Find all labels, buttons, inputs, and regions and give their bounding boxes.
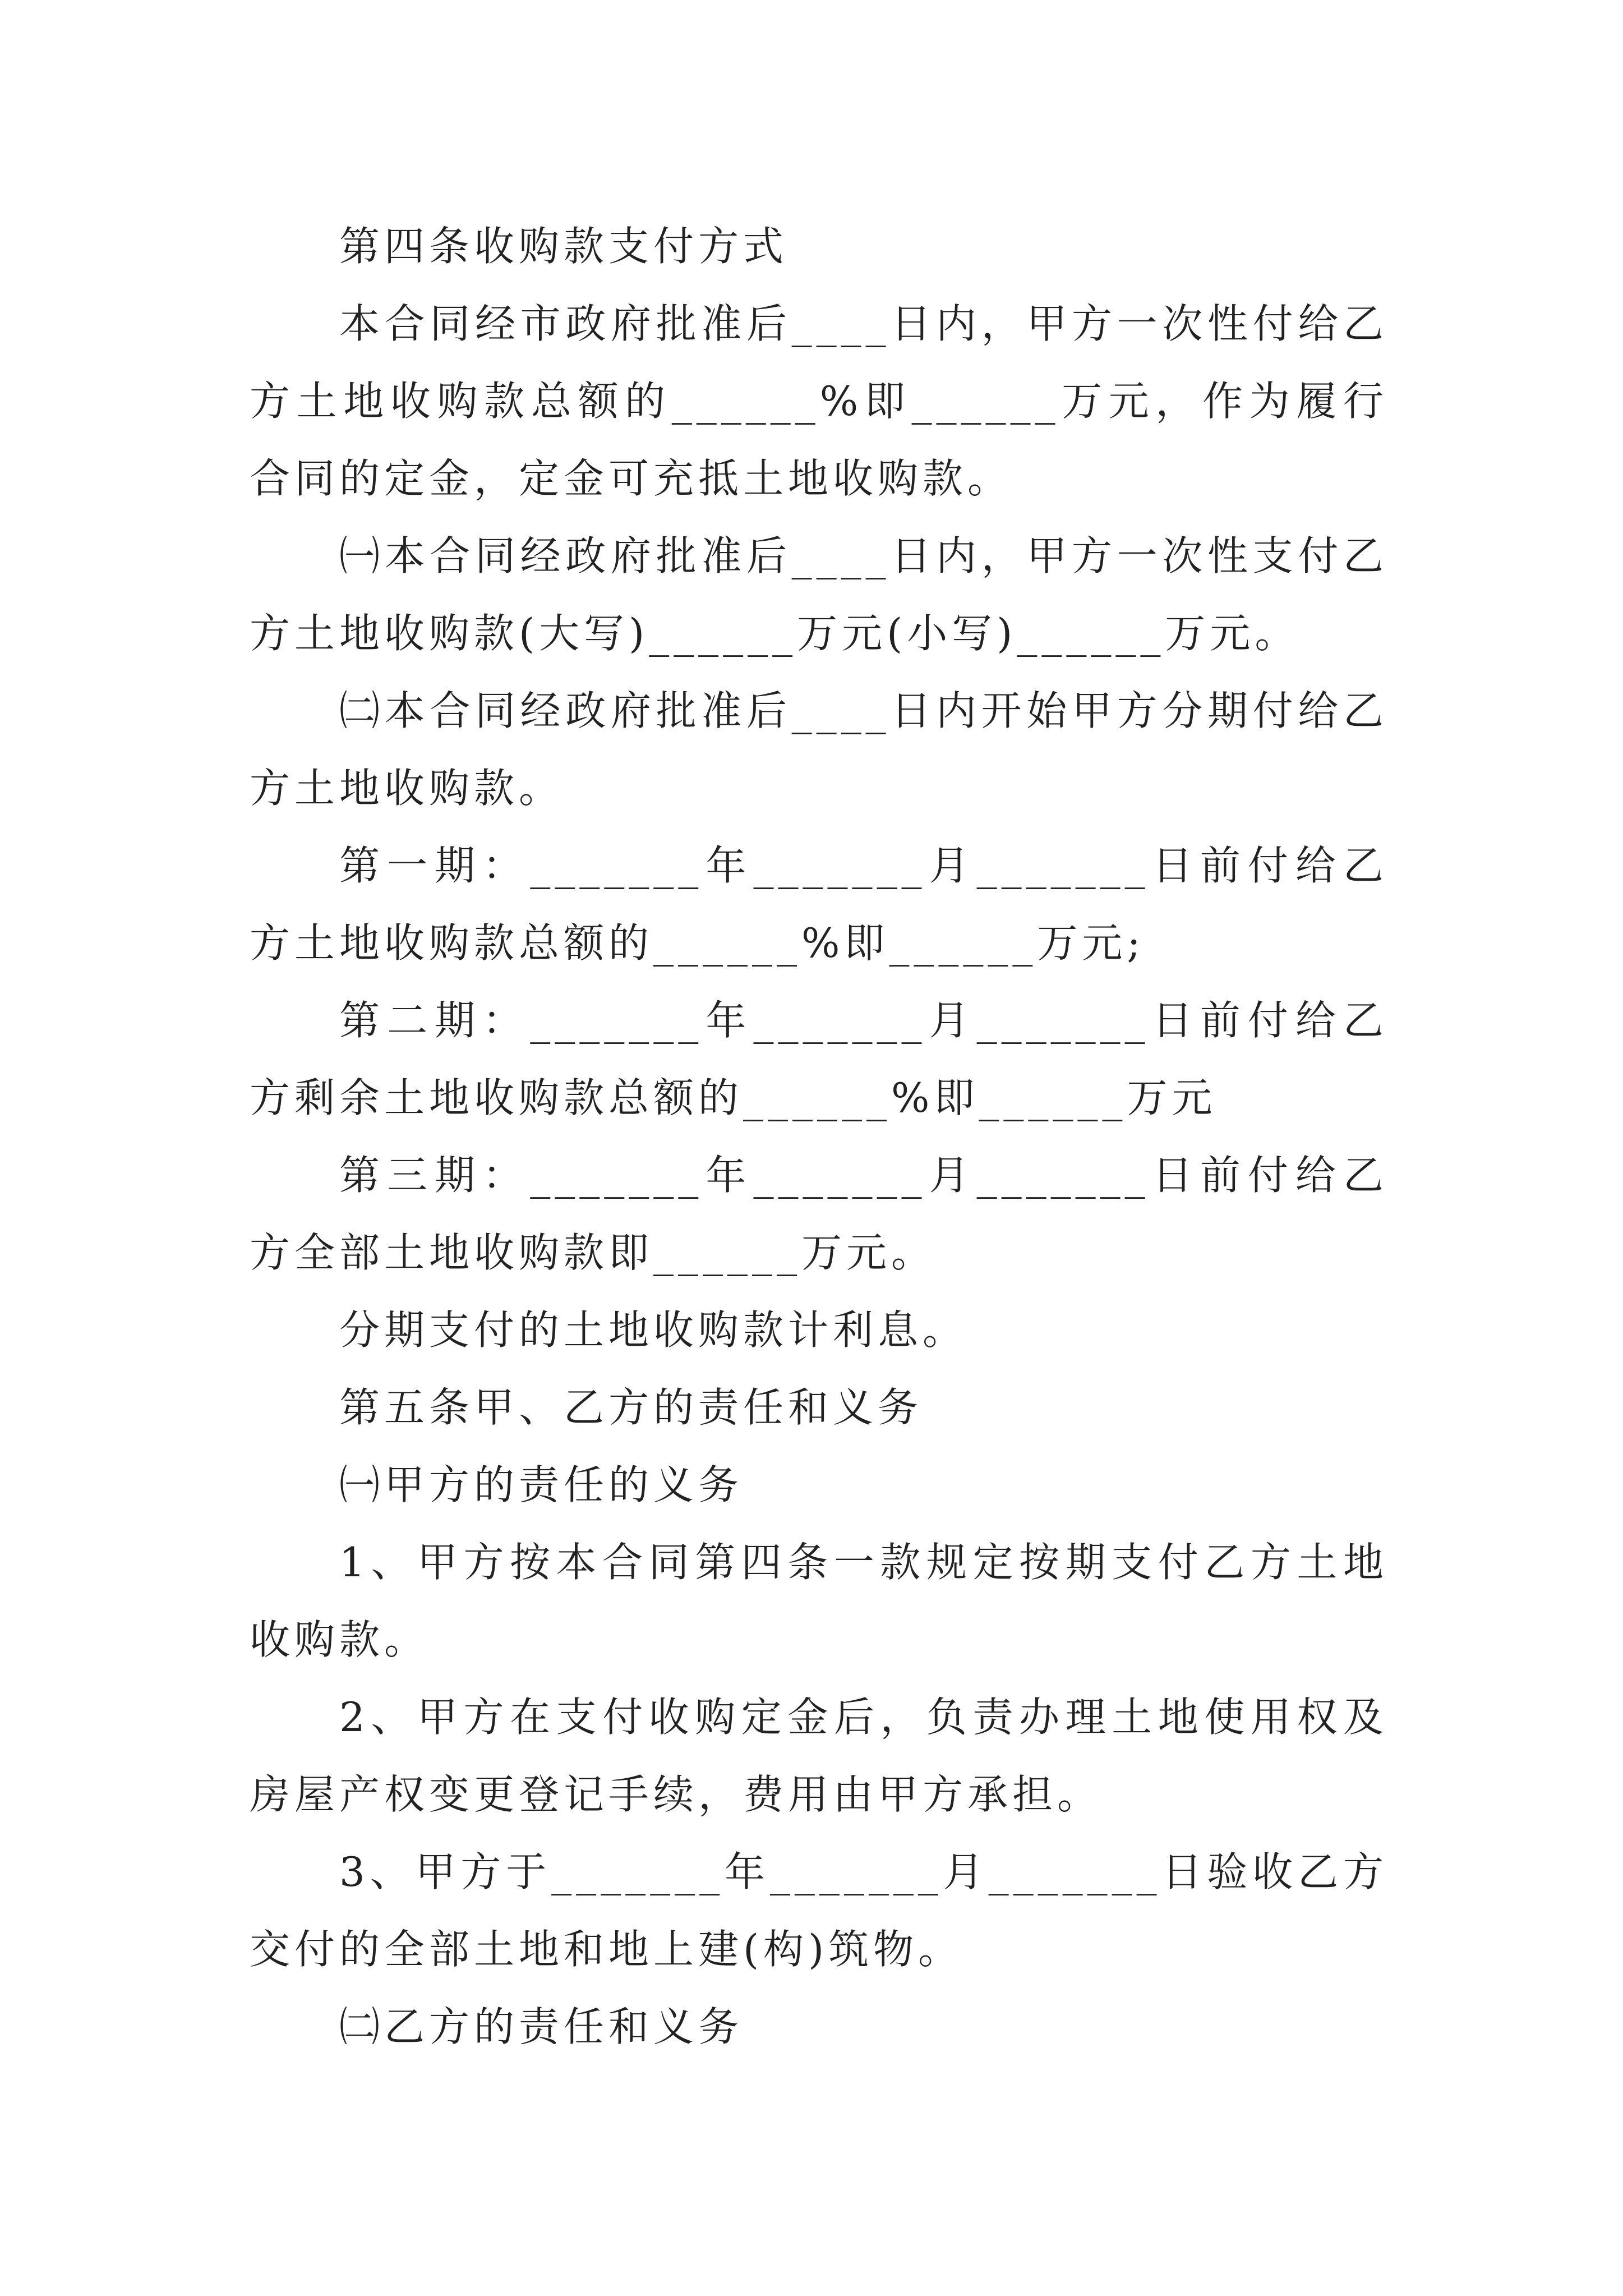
- lump-sum-clause: ㈠本合同经政府批准后____日内，甲方一次性支付乙方土地收购款(大写)______万元(小写)______万元。: [250, 532, 1388, 657]
- article-5-heading: 第五条甲、乙方的责任和义务: [339, 1384, 923, 1431]
- installment-1: 第一期：_______年_______月_______日前付给乙方土地收购款总额的______%即______万元;: [250, 842, 1388, 967]
- party-a-heading: ㈠甲方的责任的义务: [339, 1461, 744, 1508]
- installment-3: 第三期：_______年_______月_______日前付给乙方全部土地收购款即______万元。: [250, 1152, 1388, 1276]
- installment-clause: ㈡本合同经政府批准后____日内开始甲方分期付给乙方土地收购款。: [250, 687, 1388, 812]
- party-a-duty-3: 3、甲方于_______年_______月_______日验收乙方交付的全部土地和地上建(构)筑物。: [250, 1848, 1388, 1973]
- deposit-clause: 本合同经市政府批准后____日内，甲方一次性付给乙方土地收购款总额的______%即______万元，作为履行合同的定金，定金可充抵土地收购款。: [250, 300, 1388, 502]
- article-4-heading: 第四条收购款支付方式: [339, 223, 789, 270]
- installment-2: 第二期：_______年_______月_______日前付给乙方剩余土地收购款总额的______%即______万元: [250, 997, 1388, 1121]
- party-a-duty-1: 1、甲方按本合同第四条一款规定按期支付乙方土地收购款。: [250, 1539, 1388, 1663]
- party-a-duty-2: 2、甲方在支付收购定金后，负责办理土地使用权及房屋产权变更登记手续，费用由甲方承担。: [250, 1694, 1388, 1818]
- interest-clause: 分期支付的土地收购款计利息。: [339, 1306, 968, 1354]
- document-body: [250, 208, 1388, 2065]
- party-b-heading: ㈡乙方的责任和义务: [339, 2003, 744, 2050]
